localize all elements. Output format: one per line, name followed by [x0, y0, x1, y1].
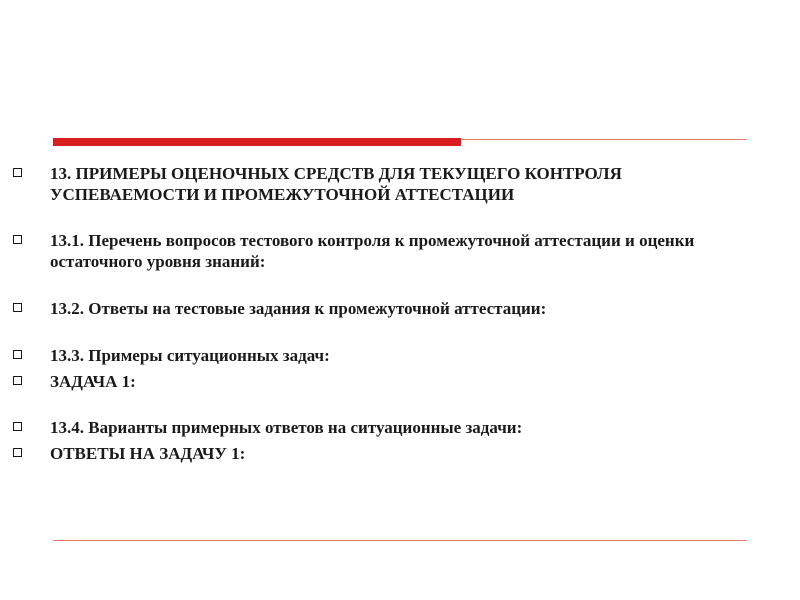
- hollow-square-icon: [13, 376, 22, 385]
- list-item-text: ЗАДАЧА 1:: [50, 372, 136, 391]
- list-item-section-13-4: [0, 417, 710, 438]
- list-item-section-13-1: [0, 230, 710, 272]
- list-item-section-13: [0, 163, 710, 205]
- list-item-text: 13.4. Варианты примерных ответов на ситуационные задачи:: [50, 418, 523, 437]
- hollow-square-icon: [13, 350, 22, 359]
- list-item-section-13-3: [0, 345, 710, 366]
- hollow-square-icon: [13, 235, 22, 244]
- list-item-answers-task-1: [0, 443, 710, 464]
- list-item-section-13-2: [0, 298, 710, 319]
- hollow-square-icon: [13, 303, 22, 312]
- hollow-square-icon: [13, 422, 22, 431]
- list-item-text: 13. ПРИМЕРЫ ОЦЕНОЧНЫХ СРЕДСТВ ДЛЯ ТЕКУЩЕГО КОНТРОЛЯ УСПЕВАЕМОСТИ И ПРОМЕЖУТОЧНОЙ АТТЕСТАЦИИ: [50, 164, 622, 204]
- hollow-square-icon: [13, 168, 22, 177]
- list-item-text: 13.3. Примеры ситуационных задач:: [50, 346, 330, 365]
- top-accent-bar: [53, 138, 461, 146]
- list-item-task-1: [0, 371, 710, 392]
- bottom-divider-line: [53, 540, 747, 541]
- hollow-square-icon: [13, 448, 22, 457]
- slide-content: [0, 163, 800, 464]
- top-divider-line: [461, 139, 747, 140]
- list-item-text: 13.1. Перечень вопросов тестового контроля к промежуточной аттестации и оценки остаточного уровня знаний:: [50, 231, 695, 271]
- list-item-text: ОТВЕТЫ НА ЗАДАЧУ 1:: [50, 444, 246, 463]
- list-item-text: 13.2. Ответы на тестовые задания к промежуточной аттестации:: [50, 299, 547, 318]
